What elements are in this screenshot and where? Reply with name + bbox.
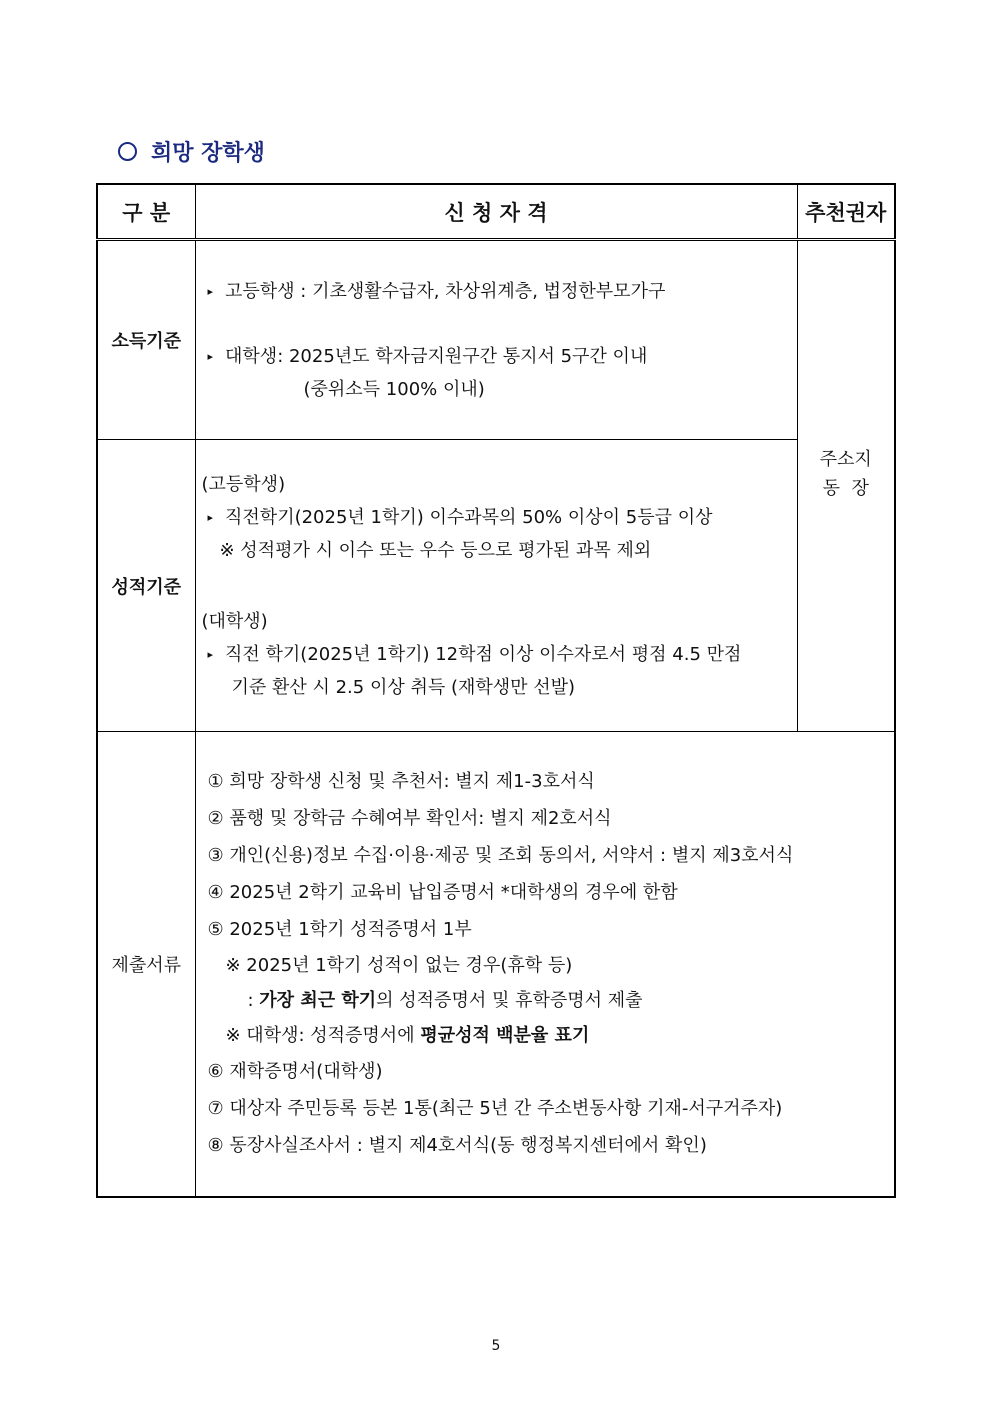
grade-univ-line1: ▸ 직전 학기(2025년 1학기) 12학점 이상 이수자로서 평점 4.5 만점	[202, 638, 791, 671]
scholarship-table	[96, 183, 896, 1198]
document-item-5-note1: ※ 2025년 1학기 성적이 없는 경우(휴학 등)	[225, 955, 573, 977]
recommender-cell	[797, 240, 895, 732]
grade-hs-label: (고등학생)	[201, 473, 286, 495]
document-item-2: ② 품행 및 장학금 수혜여부 확인서: 별지 제2호서식	[207, 808, 612, 830]
table-header-row	[97, 184, 895, 240]
documents-label: 제출서류	[97, 732, 195, 1197]
recommender-line2: 동 장	[822, 478, 869, 499]
header-recommender: 추천권자	[797, 184, 895, 240]
triangle-bullet-icon: ▸	[207, 284, 214, 298]
section-title-text: 희망 장학생	[151, 140, 265, 166]
grade-row	[97, 440, 895, 732]
triangle-bullet-icon: ▸	[207, 647, 214, 661]
document-item-5: ⑤ 2025년 1학기 성적증명서 1부	[207, 919, 472, 941]
grade-hs-note: ※ 성적평가 시 이수 또는 우수 등으로 평가된 과목 제외	[219, 539, 652, 561]
income-university: ▸ 대학생: 2025년도 학자금지원구간 통지서 5구간 이내	[202, 340, 791, 373]
header-qualification: 신 청 자 격	[195, 184, 797, 240]
documents-content	[195, 732, 895, 1197]
grade-hs-line: ▸ 직전학기(2025년 1학기) 이수과목의 50% 이상이 5등급 이상	[202, 501, 791, 534]
document-item-7: ⑦ 대상자 주민등록 등본 1통(최근 5년 간 주소변동사항 기재-서구거주자)	[207, 1098, 783, 1120]
documents-row	[97, 732, 895, 1197]
income-content	[195, 240, 797, 440]
header-category: 구 분	[97, 184, 195, 240]
income-university-note: (중위소득 100% 이내)	[303, 378, 485, 400]
section-title	[118, 136, 265, 167]
grade-label: 성적기준	[97, 440, 195, 732]
document-item-5-note3: ※ 대학생: 성적증명서에 평균성적 백분율 표기	[225, 1025, 590, 1047]
circle-bullet-icon	[118, 142, 137, 161]
grade-univ-line2: 기준 환산 시 2.5 이상 취득 (재학생만 선발)	[231, 676, 576, 698]
document-item-8: ⑧ 동장사실조사서 : 별지 제4호서식(동 행정복지센터에서 확인)	[207, 1135, 707, 1157]
grade-univ-label: (대학생)	[201, 610, 268, 632]
document-item-1: ① 희망 장학생 신청 및 추천서: 별지 제1-3호서식	[207, 771, 595, 793]
document-item-5-note2: : 가장 최근 학기의 성적증명서 및 휴학증명서 제출	[247, 990, 643, 1012]
triangle-bullet-icon: ▸	[207, 510, 214, 524]
income-high-school: ▸ 고등학생 : 기초생활수급자, 차상위계층, 법정한부모가구	[202, 275, 791, 308]
document-item-4: ④ 2025년 2학기 교육비 납입증명서 *대학생의 경우에 한함	[207, 882, 678, 904]
income-row	[97, 240, 895, 440]
income-label: 소득기준	[97, 240, 195, 440]
triangle-bullet-icon: ▸	[207, 349, 214, 363]
grade-content	[195, 440, 797, 732]
document-item-6: ⑥ 재학증명서(대학생)	[207, 1061, 383, 1083]
recommender-line1: 주소지	[819, 449, 872, 470]
document-item-3: ③ 개인(신용)정보 수집·이용·제공 및 조회 동의서, 서약서 : 별지 제3호서식	[207, 845, 794, 867]
page-number: 5	[491, 1338, 501, 1354]
